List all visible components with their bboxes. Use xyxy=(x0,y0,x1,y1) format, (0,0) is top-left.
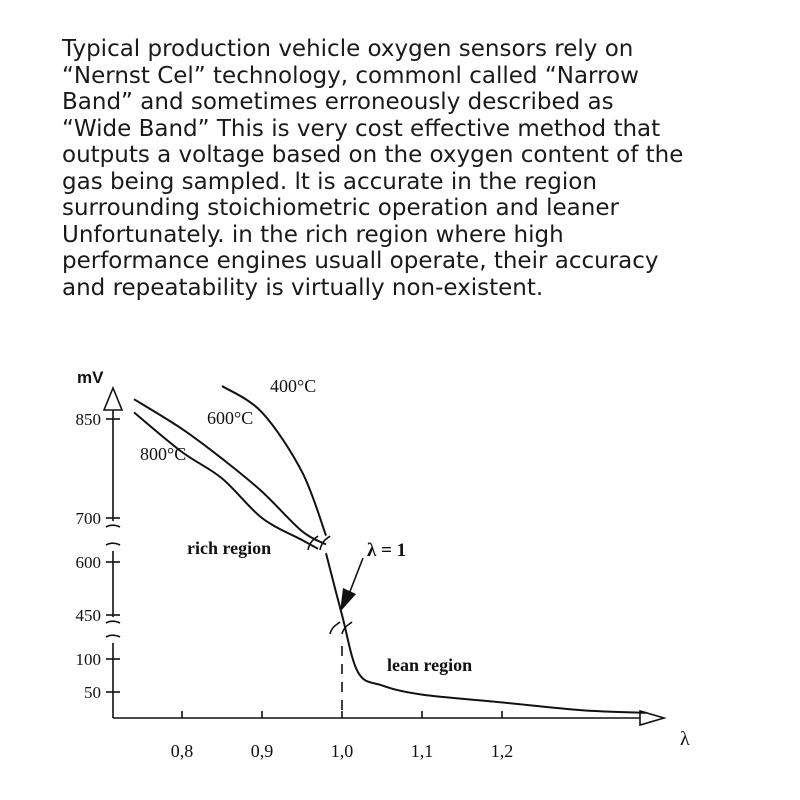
lambda-one-pointer-head xyxy=(340,588,356,612)
y-axis-label: mV xyxy=(77,368,104,387)
lambda-one-label: λ = 1 xyxy=(367,540,407,561)
paragraph-line: and repeatability is virtually non-existent. xyxy=(62,274,544,301)
series-label-400: 400°C xyxy=(270,376,317,396)
x-tick-label: 0,8 xyxy=(170,741,194,761)
lean-region-label: lean region xyxy=(387,655,473,675)
x-tick-label: 1,2 xyxy=(490,741,514,761)
paragraph-line: Typical production vehicle oxygen sensors rely on xyxy=(62,36,634,62)
curve-break-marks xyxy=(308,536,352,634)
y-tick-label: 450 xyxy=(75,606,101,625)
paragraph-line: outputs a voltage based on the oxygen content of the xyxy=(62,142,684,168)
paragraph-line: “Nernst Cel” technology, commonl called “Narrow xyxy=(62,62,639,89)
y-axis-arrowhead xyxy=(104,388,122,410)
y-tick-label: 50 xyxy=(84,683,101,702)
paragraph-line: “Wide Band” This is very cost effective method that xyxy=(62,115,661,142)
y-tick-label: 600 xyxy=(75,553,101,572)
x-axis-label: λ xyxy=(680,728,690,750)
x-tick-label: 1,1 xyxy=(410,741,434,761)
paragraph-line: Band” and sometimes erroneously described as xyxy=(62,89,614,115)
series-800c-line xyxy=(134,412,318,548)
y-tick-label: 100 xyxy=(75,650,101,669)
paragraph-line: performance engines usuall operate, their accuracy xyxy=(62,248,659,274)
x-tick-label: 1,0 xyxy=(330,741,354,761)
rich-region-label: rich region xyxy=(187,538,272,558)
series-label-800: 800°C xyxy=(140,444,187,464)
paragraph-line: surrounding stoichiometric operation and leaner xyxy=(62,195,619,221)
y-tick-label: 700 xyxy=(75,509,101,528)
series-label-600: 600°C xyxy=(207,408,254,428)
lambda-one-pointer xyxy=(349,558,363,594)
paragraph-line: gas being sampled. lt is accurate in the region xyxy=(62,168,597,195)
paragraph-line: Unfortunately. in the rich region where high xyxy=(62,221,564,248)
y-axis xyxy=(106,408,120,718)
x-tick-label: 0,9 xyxy=(250,741,274,761)
y-tick-label: 850 xyxy=(75,410,101,429)
series-lean-line xyxy=(326,553,646,713)
